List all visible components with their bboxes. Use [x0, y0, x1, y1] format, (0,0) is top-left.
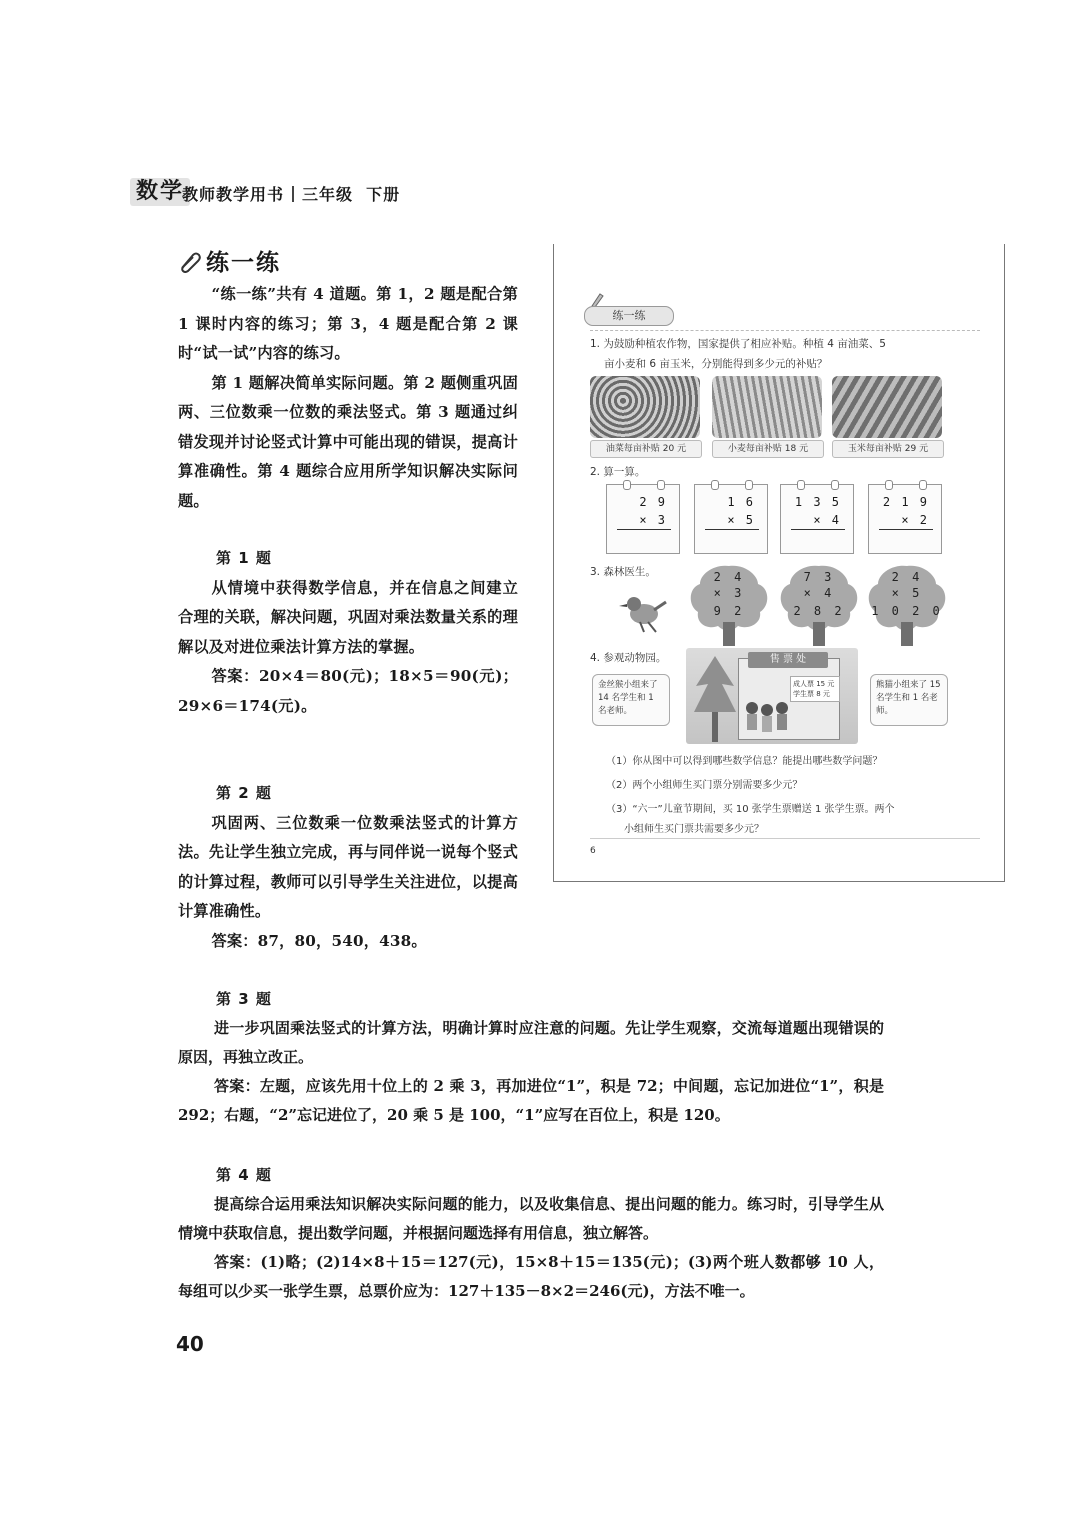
book-title: 教师教学用书 [182, 185, 285, 204]
volume-label: 下册 [366, 185, 401, 204]
corn-caption: 玉米每亩补贴 29 元 [832, 440, 944, 458]
card-top-number: 2 1 9 [882, 495, 929, 509]
error-tree [778, 562, 860, 646]
card-ring [885, 480, 893, 490]
card-rule [705, 529, 759, 530]
exercise-label: 练一练 [584, 306, 674, 326]
q3-block [178, 985, 884, 1130]
tree-product: 2 8 2 [793, 604, 845, 618]
q1-heading: 第 1 题 [216, 549, 272, 567]
corn-photo [832, 376, 942, 438]
tree-product: 1 0 2 0 [871, 604, 943, 618]
tree-multiplier: × 5 [891, 586, 923, 600]
q3-text: 进一步巩固乘法竖式的计算方法，明确计算时应注意的问题。先让学生观察，交流每道题出现错误的原因，再独立改正。 [178, 1019, 884, 1066]
card-ring [623, 480, 631, 490]
card-rule [791, 529, 845, 530]
q1-text: 从情境中获得数学信息，并在信息之间建立合理的关联，解决问题，巩固对乘法数量关系的理解以及对进位乘法计算方法的掌握。 [178, 578, 518, 656]
q2-answer: 答案：87，80，540，438。 [211, 931, 427, 950]
q3-heading: 第 3 题 [216, 990, 272, 1008]
card-ring [711, 480, 719, 490]
subject-logo: 数学 [130, 178, 190, 206]
problem-2-title: 2. 算一算。 [590, 466, 646, 478]
tree-product: 9 2 [713, 604, 745, 618]
header-divider [292, 186, 294, 202]
q1-answer: 答案：20×4＝80(元)；18×5＝90(元)；29×6＝174(元)。 [178, 667, 518, 715]
question-2: （2）两个小组师生买门票分别需要多少元？ [606, 780, 803, 791]
card-top-number: 1 3 5 [794, 495, 841, 509]
rapeseed-photo [590, 376, 700, 438]
q4-heading: 第 4 题 [216, 1166, 272, 1184]
monkey-group-note: 金丝猴小组来了 14 名学生和 1 名老师。 [592, 674, 670, 726]
tree-multiplier: × 4 [803, 586, 835, 600]
zoo-ticket-scene [686, 648, 858, 744]
footer-rule [590, 838, 980, 839]
q4-answer: 答案：(1)略；(2)14×8＋15＝127(元)，15×8＋15＝135(元)；(3)两个班人数都够 10 人，每组可以少买一张学生票，总票价应为：127＋135－8×2＝246(元)，方法不唯一。 [178, 1253, 884, 1300]
page-number: 40 [176, 1332, 204, 1356]
section-title-text: 练一练 [206, 250, 281, 276]
card-ring [797, 480, 805, 490]
card-multiplier: × 4 [813, 513, 841, 527]
q2-heading: 第 2 题 [216, 784, 272, 802]
tree-multiplicand: 7 3 [803, 570, 835, 584]
calc-card [868, 484, 942, 554]
intro-paragraph: 第 1 题解决简单实际问题。第 2 题侧重巩固两、三位数乘一位数的乘法竖式。第 3 题通过纠错发现并讨论竖式计算中可能出现的错误，提高计算准确性。第 4 题综合应用所学知识解决实际问题。 [178, 373, 518, 510]
wheat-caption: 小麦每亩补贴 18 元 [712, 440, 824, 458]
q3-answer: 答案：左题，应该先用十位上的 2 乘 3，再加进位“1”，积是 72；中间题，忘记加进位“1”，积是 292；右题，“2”忘记进位了，20 乘 5 是 100，“1”应写在百位上，积是 120。 [178, 1077, 884, 1124]
ticket-booth-sign: 售 票 处 [748, 652, 828, 668]
error-tree [866, 562, 948, 646]
woodpecker-illustration [618, 588, 668, 634]
question-3-line1: （3）“六一”儿童节期间，买 10 张学生票赠送 1 张学生票。两个 [606, 804, 895, 815]
question-3-line2: 小组师生买门票共需要多少元？ [624, 824, 764, 835]
textbook-excerpt [553, 244, 1005, 882]
error-tree [688, 562, 770, 646]
tree-foliage-icon [692, 656, 738, 742]
card-ring [919, 480, 927, 490]
tree-multiplicand: 2 4 [891, 570, 923, 584]
card-ring [745, 480, 753, 490]
problem-1-line2: 亩小麦和 6 亩玉米，分别能得到多少元的补贴？ [604, 358, 828, 370]
textbook-page-number: 6 [590, 846, 596, 856]
card-ring [657, 480, 665, 490]
q4-block [178, 1161, 884, 1306]
card-ring [831, 480, 839, 490]
problem-4-title: 4. 参观动物园。 [590, 652, 667, 664]
question-1: （1）你从图中可以得到哪些数学信息？能提出哪些数学问题？ [606, 756, 883, 767]
problem-3-title: 3. 森林医生。 [590, 566, 656, 578]
card-multiplier: × 3 [639, 513, 667, 527]
paperclip-icon [178, 251, 202, 273]
section-title [178, 244, 281, 277]
card-top-number: 2 9 [639, 495, 667, 509]
q1-block [178, 544, 518, 721]
wheat-photo [712, 376, 822, 438]
rapeseed-caption: 油菜每亩补贴 20 元 [590, 440, 702, 458]
calc-card [606, 484, 680, 554]
q2-text: 巩固两、三位数乘一位数乘法竖式的计算方法。先让学生独立完成，再与同伴说一说每个竖式的计算过程，教师可以引导学生关注进位，以提高计算准确性。 [178, 813, 518, 920]
children-queue-icon [742, 700, 792, 744]
card-rule [879, 529, 933, 530]
card-rule [617, 529, 671, 530]
book-header [182, 182, 400, 205]
intro-text [178, 280, 518, 516]
card-multiplier: × 5 [727, 513, 755, 527]
panda-group-note: 熊猫小组来了 15 名学生和 1 名老师。 [870, 674, 948, 726]
grade-label: 三年级 [302, 185, 354, 204]
card-multiplier: × 2 [901, 513, 929, 527]
price-sign: 成人票 15 元 学生票 8 元 [790, 676, 840, 702]
card-top-number: 1 6 [727, 495, 755, 509]
q4-text: 提高综合运用乘法知识解决实际问题的能力，以及收集信息、提出问题的能力。练习时，引导学生从情境中获取信息，提出数学问题，并根据问题选择有用信息，独立解答。 [178, 1195, 884, 1242]
calc-card [694, 484, 768, 554]
calc-card [780, 484, 854, 554]
problem-1-line1: 1. 为鼓励种植农作物，国家提供了相应补贴。种植 4 亩油菜、5 [590, 338, 886, 350]
q2-block [178, 779, 518, 956]
tree-multiplicand: 2 4 [713, 570, 745, 584]
label-divider [590, 330, 980, 332]
tree-multiplier: × 3 [713, 586, 745, 600]
intro-paragraph: “练一练”共有 4 道题。第 1，2 题是配合第 1 课时内容的练习；第 3，4 题是配合第 2 课时“试一试”内容的练习。 [178, 285, 518, 362]
